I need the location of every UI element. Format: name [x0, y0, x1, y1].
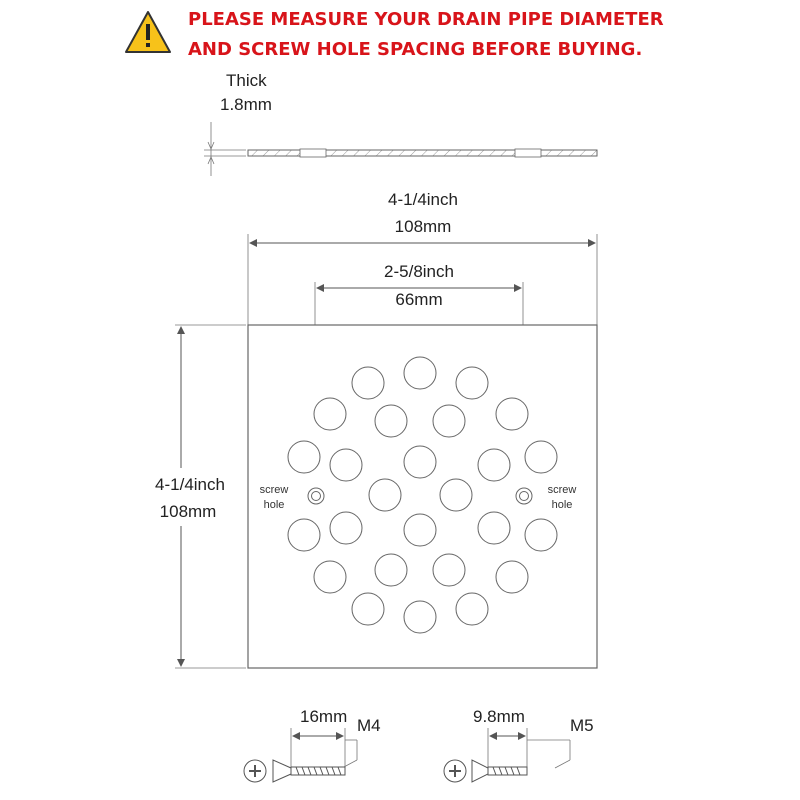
height-dimension-line	[175, 325, 246, 668]
drain-hole	[525, 519, 557, 551]
drain-hole	[496, 561, 528, 593]
height-mm-label: 108mm	[159, 502, 217, 521]
screw-m4-length: 16mm	[300, 707, 348, 726]
drain-hole	[404, 357, 436, 389]
drain-hole	[314, 398, 346, 430]
screw-hole-left-label-2: hole	[263, 499, 285, 511]
width-inch-label: 4-1/4inch	[388, 190, 458, 209]
screw-m5-drawing	[444, 728, 570, 782]
warning-line-1: PLEASE MEASURE YOUR DRAIN PIPE DIAMETER	[188, 9, 664, 30]
screw-hole-left	[308, 488, 324, 504]
drain-hole	[404, 514, 436, 546]
side-profile-view	[248, 149, 597, 157]
drain-hole	[375, 554, 407, 586]
screw-hole-right-label-2: hole	[551, 499, 573, 511]
drain-hole	[433, 405, 465, 437]
thickness-label: Thick	[226, 71, 267, 90]
drain-hole	[288, 519, 320, 551]
drain-hole	[330, 449, 362, 481]
drain-hole	[369, 479, 401, 511]
drain-hole	[352, 593, 384, 625]
spacing-mm-label: 66mm	[395, 290, 443, 309]
height-inch-label: 4-1/4inch	[155, 475, 225, 494]
drain-hole	[288, 441, 320, 473]
thickness-dimension-lines	[204, 122, 246, 176]
warning-triangle-icon	[126, 12, 170, 52]
drain-hole	[478, 449, 510, 481]
drain-hole	[456, 367, 488, 399]
drain-hole	[433, 554, 465, 586]
width-mm-label: 108mm	[394, 217, 452, 236]
spacing-inch-label: 2-5/8inch	[384, 262, 454, 281]
screw-m5-size: M5	[570, 716, 594, 735]
drain-hole	[456, 593, 488, 625]
screw-m5-length: 9.8mm	[473, 707, 525, 726]
drain-hole	[440, 479, 472, 511]
drain-hole	[330, 512, 362, 544]
screw-hole-left-label-1: screw	[259, 484, 289, 496]
drain-hole	[404, 446, 436, 478]
drain-hole	[496, 398, 528, 430]
screw-hole-right-label-1: screw	[547, 484, 577, 496]
drain-hole	[525, 441, 557, 473]
drain-hole	[404, 601, 436, 633]
drain-hole	[352, 367, 384, 399]
warning-line-2: AND SCREW HOLE SPACING BEFORE BUYING.	[188, 39, 643, 60]
drain-hole	[314, 561, 346, 593]
drain-hole	[478, 512, 510, 544]
drain-hole	[375, 405, 407, 437]
screw-hole-right	[516, 488, 532, 504]
screw-m4-drawing	[244, 728, 357, 782]
screw-m4-size: M4	[357, 716, 381, 735]
thickness-value: 1.8mm	[220, 95, 272, 114]
